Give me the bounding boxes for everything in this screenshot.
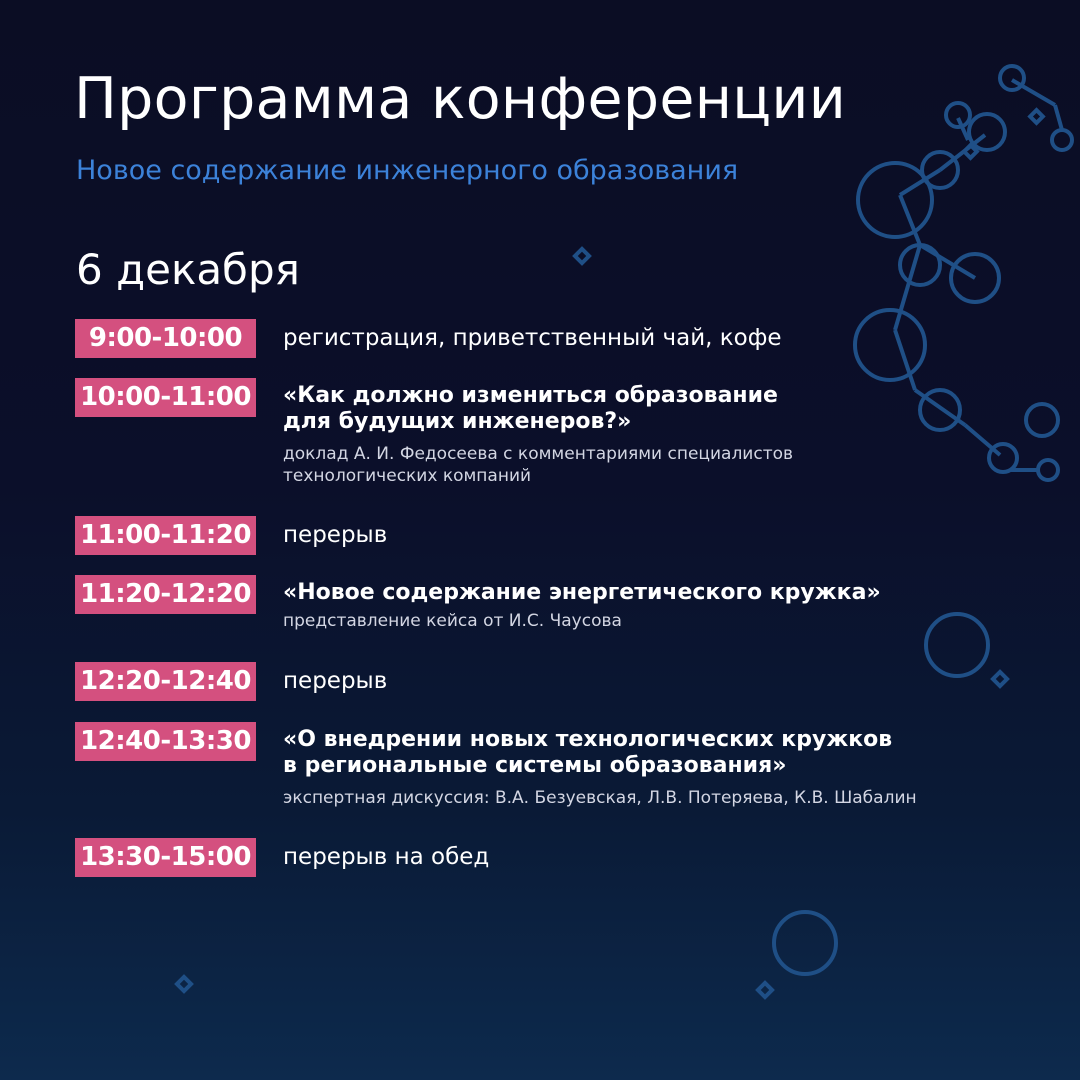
session-title-line: для будущих инженеров?» (283, 409, 632, 434)
session-title (283, 378, 1023, 435)
session-title-line: в региональные системы образования» (283, 753, 787, 778)
schedule-text: регистрация, приветственный чай, кофе (283, 325, 782, 351)
schedule-text: перерыв на обед (283, 844, 490, 870)
session-description-line: доклад А. И. Федосеева с комментариями специалистов (283, 444, 794, 464)
time-badge: 9:00-10:00 (75, 319, 256, 358)
session-title-line: «Новое содержание энергетического кружка» (283, 580, 881, 605)
event-date: 6 декабря (76, 245, 300, 294)
session-description-line: представление кейса от И.С. Чаусова (283, 611, 622, 631)
time-badge: 13:30-15:00 (75, 838, 256, 877)
time-badge: 12:40-13:30 (75, 722, 256, 761)
time-badge: 11:20-12:20 (75, 575, 256, 614)
schedule-text: перерыв (283, 668, 388, 694)
session-description (283, 787, 1023, 809)
session-title (283, 722, 1023, 779)
session-title-line: «Как должно измениться образование (283, 383, 778, 408)
time-badge: 11:00-11:20 (75, 516, 256, 555)
page-subtitle: Новое содержание инженерного образования (76, 155, 739, 186)
session-title (283, 575, 1023, 606)
schedule-text: перерыв (283, 522, 388, 548)
time-badge: 10:00-11:00 (75, 378, 256, 417)
session-description-line: технологических компаний (283, 466, 532, 486)
session-title-line: «О внедрении новых технологических кружков (283, 727, 893, 752)
session-description-line: экспертная дискуссия: В.А. Безуевская, Л.В. Потеряева, К.В. Шабалин (283, 788, 917, 808)
session-description (283, 443, 1023, 487)
time-badge: 12:20-12:40 (75, 662, 256, 701)
page-title: Программа конференции (74, 66, 847, 132)
session-description (283, 610, 1023, 632)
